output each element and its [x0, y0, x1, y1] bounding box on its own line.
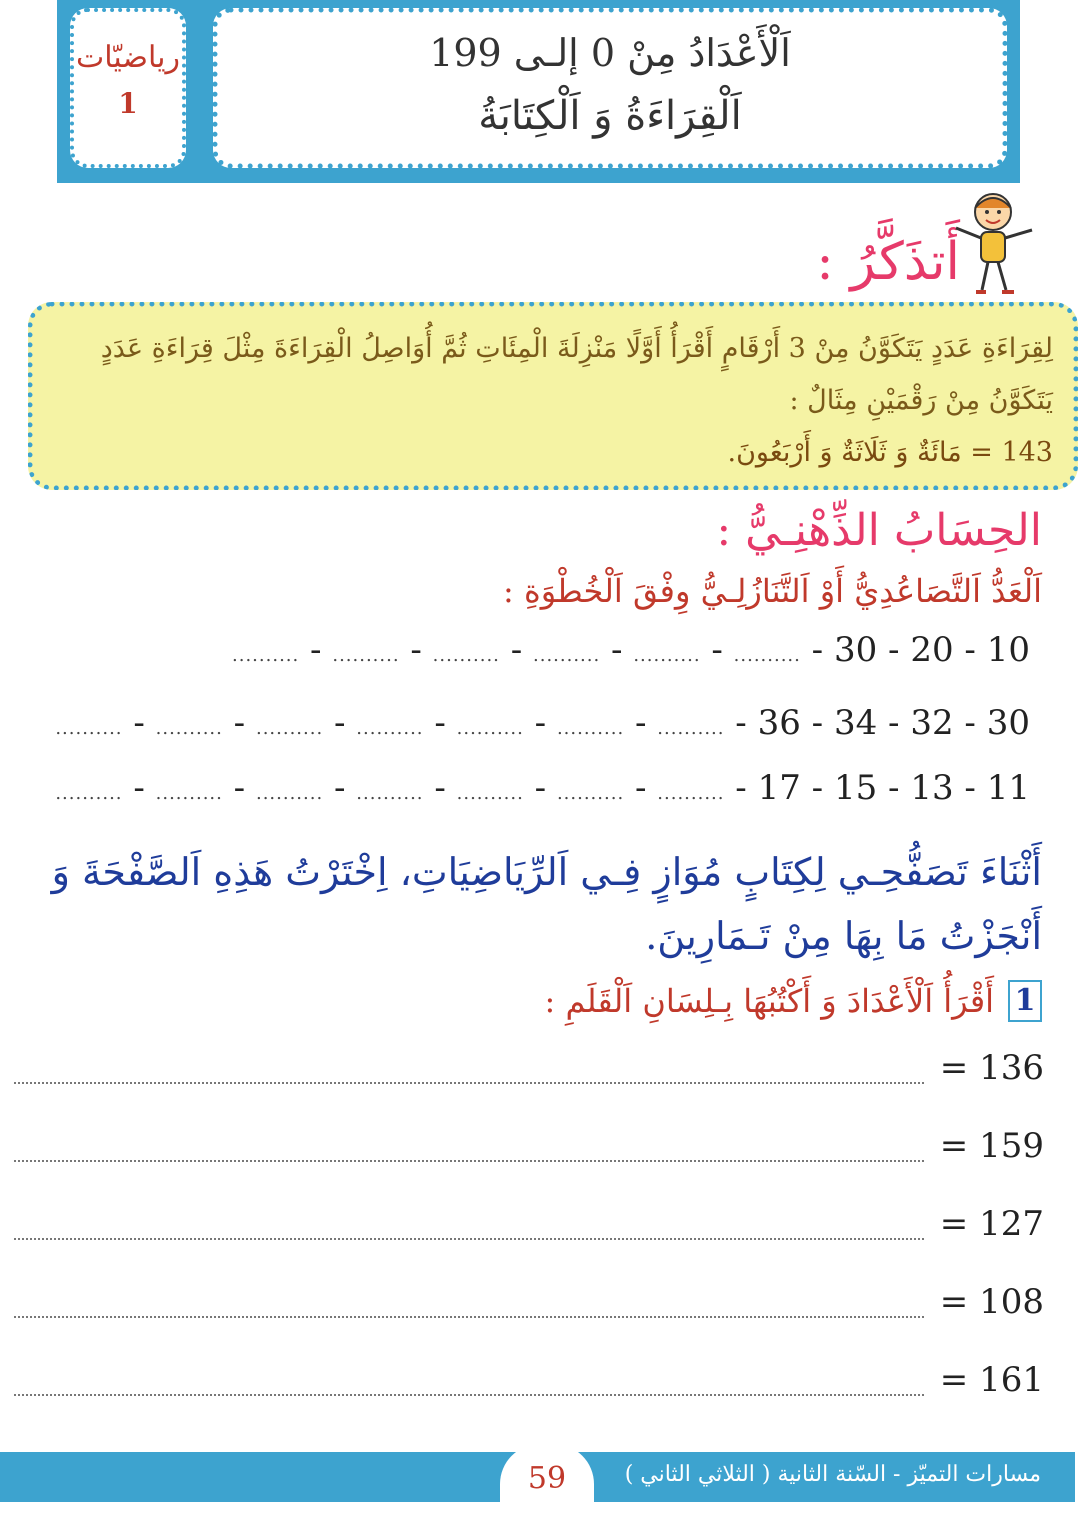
blank-dots[interactable]: .......... — [55, 783, 123, 804]
sequence-3 — [55, 768, 1030, 808]
sequence-separator: - — [299, 630, 333, 670]
blank-dots[interactable]: .......... — [55, 718, 123, 739]
sequence-separator: - — [423, 768, 457, 808]
sequence-separator: - — [222, 768, 256, 808]
sequence-separator: - — [800, 768, 834, 808]
exercise-heading — [545, 980, 1043, 1022]
title-box — [213, 8, 1007, 168]
title-line-1: اَلْأَعْدَادُ مِنْ 0 إلـى 199 — [429, 31, 791, 75]
subject-name: رياضيّات — [76, 40, 180, 75]
sequence-separator: - — [624, 703, 658, 743]
blank-dots[interactable]: .......... — [255, 783, 324, 804]
sequence-separator: - — [523, 703, 557, 743]
answer-number: = 161 — [939, 1360, 1044, 1400]
intro-paragraph: أَثْنَاءَ تَصَفُّحِـي لِكِتَابٍ مُوَازٍ فِـي اَلرِّيَاضِيَاتِ، اِخْتَرْتُ هَذِهِ اَلصَّفْحَةَ وَ أَنْجَزْتُ مَا بِهَا مِنْ تَـمَارِينَ. — [51, 850, 1042, 958]
sequence-separator: - — [953, 630, 987, 670]
blank-dots[interactable]: .......... — [556, 783, 625, 804]
answer-number: = 136 — [939, 1048, 1044, 1088]
sequence-separator: - — [523, 768, 557, 808]
blank-dots[interactable]: .......... — [155, 783, 223, 804]
blank-dots[interactable]: .......... — [556, 718, 625, 739]
sequence-separator: - — [700, 630, 734, 670]
subject-box — [70, 8, 186, 168]
sequence-number: 32 — [910, 703, 954, 743]
mental-heading: الحِسَابُ الذِّهْنِـيُّ : — [716, 505, 1042, 556]
blank-dots[interactable]: .......... — [657, 718, 725, 739]
sequence-separator: - — [953, 768, 987, 808]
sequence-number: 30 — [833, 630, 878, 670]
sequence-separator: - — [399, 630, 433, 670]
answer-row — [14, 1204, 1044, 1244]
sequence-number: 15 — [833, 768, 878, 808]
count-subheading: اَلْعَدُّ اَلتَّصَاعُدِيُّ أَوْ اَلتَّنَازُلِـيُّ وِفْقَ اَلْخُطْوَةِ : — [503, 572, 1042, 610]
answer-line[interactable] — [14, 1238, 924, 1240]
answer-line[interactable] — [14, 1394, 924, 1396]
sequence-separator: - — [323, 768, 357, 808]
sequence-number: 20 — [910, 630, 954, 670]
exercise-number: 1 — [1008, 980, 1042, 1022]
blank-dots[interactable]: .......... — [733, 645, 801, 666]
page-number: 59 — [500, 1444, 594, 1506]
answer-line[interactable] — [14, 1316, 924, 1318]
exercise-instruction: أَقْرَأُ اَلْأَعْدَادَ وَ أَكْتُبُهَا بِـلِسَانِ اَلْقَلَمِ : — [544, 982, 994, 1020]
sequence-separator: - — [323, 703, 357, 743]
sequence-separator: - — [877, 768, 911, 808]
sequence-separator: - — [222, 703, 256, 743]
sequence-number: 17 — [757, 768, 801, 808]
title-line-2: اَلْقِرَاءَةُ وَ اَلْكِتَابَةُ — [478, 93, 742, 139]
sequence-separator: - — [122, 703, 156, 743]
answer-line[interactable] — [14, 1160, 924, 1162]
sequence-separator: - — [800, 630, 834, 670]
sequence-separator: - — [877, 703, 911, 743]
answer-number: = 159 — [939, 1126, 1044, 1166]
answer-line[interactable] — [14, 1082, 924, 1084]
blank-dots[interactable]: .......... — [356, 718, 424, 739]
sequence-separator: - — [877, 630, 911, 670]
answer-row — [14, 1360, 1044, 1400]
remember-heading: أَتذَكَّرُ : — [816, 232, 960, 292]
sequence-number: 30 — [986, 703, 1030, 743]
sequence-number: 13 — [910, 768, 954, 808]
blank-dots[interactable]: .......... — [456, 783, 524, 804]
answer-row — [14, 1048, 1044, 1088]
girl-illustration-icon — [948, 190, 1038, 300]
answer-number: = 127 — [939, 1204, 1044, 1244]
remember-box — [28, 302, 1078, 490]
answer-row — [14, 1126, 1044, 1166]
blank-dots[interactable]: .......... — [657, 783, 725, 804]
sequence-number: 10 — [986, 630, 1030, 670]
sequence-number: 34 — [833, 703, 878, 743]
answer-number: = 108 — [939, 1282, 1044, 1322]
blank-dots[interactable]: .......... — [356, 783, 424, 804]
answer-row — [14, 1282, 1044, 1322]
sequence-2 — [55, 703, 1030, 743]
sequence-separator: - — [724, 703, 758, 743]
blank-dots[interactable]: .......... — [255, 718, 324, 739]
sequence-separator: - — [624, 768, 658, 808]
subject-number: 1 — [118, 87, 138, 120]
blank-dots[interactable]: .......... — [332, 645, 400, 666]
sequence-separator: - — [953, 703, 987, 743]
remember-text: لِقِرَاءَةِ عَدَدٍ يَتَكَوَّنُ مِنْ 3 أَرْقَامٍ أَقْرَأُ أَوَّلًا مَنْزِلَةَ الْمِئَاتِ ثُمَّ أُوَاصِلُ الْقِرَاءَةَ مِثْلَ قِرَاءَةِ عَدَدٍ يَتَكَوَّنُ مِنْ رَقْمَيْنِ مِثَالٌ : — [100, 333, 1053, 416]
blank-dots[interactable]: .......... — [432, 645, 500, 666]
sequence-separator: - — [800, 703, 834, 743]
sequence-separator: - — [724, 768, 758, 808]
remember-example: 143 = مَائَةٌ وَ ثَلَاثَةٌ وَ أَرْبَعُونَ. — [727, 437, 1053, 468]
blank-dots[interactable]: .......... — [232, 645, 300, 666]
blank-dots[interactable]: .......... — [633, 645, 701, 666]
footer-text: مسارات التميّز - السّنة الثانية ( الثلاثي الثاني ) — [624, 1462, 1041, 1487]
sequence-separator: - — [499, 630, 533, 670]
blank-dots[interactable]: .......... — [456, 718, 524, 739]
sequence-1 — [232, 630, 1030, 670]
blank-dots[interactable]: .......... — [533, 645, 601, 666]
blank-dots[interactable]: .......... — [155, 718, 223, 739]
sequence-separator: - — [122, 768, 156, 808]
sequence-separator: - — [423, 703, 457, 743]
sequence-separator: - — [600, 630, 634, 670]
sequence-number: 11 — [986, 768, 1030, 808]
sequence-number: 36 — [757, 703, 801, 743]
